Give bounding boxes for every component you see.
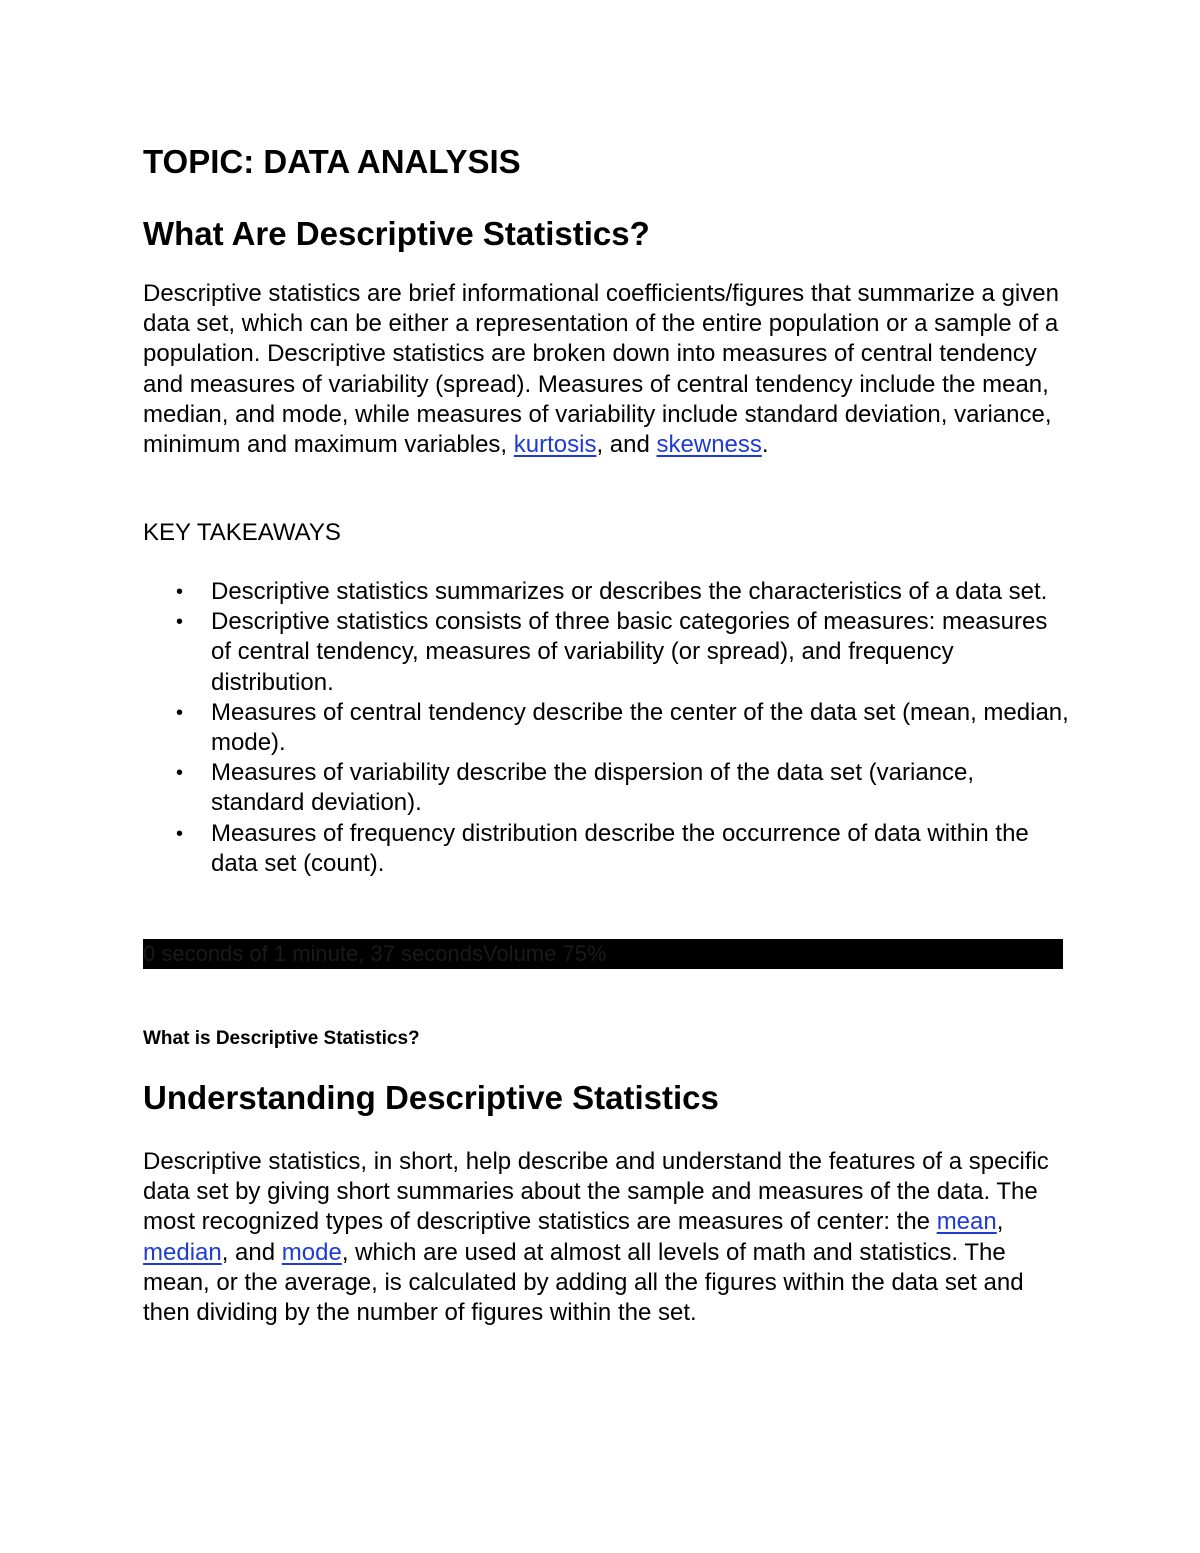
bullet-icon: • xyxy=(176,701,184,724)
video-player-bar[interactable] xyxy=(143,939,1063,969)
takeaway-text: Measures of variability describe the dispersion of the data set (variance, standard deviation). xyxy=(211,759,975,817)
separator-text: , xyxy=(996,1208,1004,1236)
mean-link[interactable]: mean xyxy=(936,1208,997,1236)
skewness-link[interactable]: skewness xyxy=(656,431,762,459)
topic-title: TOPIC: DATA ANALYSIS xyxy=(143,143,521,180)
section-heading-what-are-descriptive-statistics: What Are Descriptive Statistics? xyxy=(143,215,650,252)
bullet-icon: • xyxy=(176,822,184,845)
list-item xyxy=(176,819,1071,879)
intro-text: Descriptive statistics are brief informational coefficients/figures that summarize a given data set, which can be either a representation of the entire population or a sample of a population. Descriptive statistics are broken down into measures of central tendency and measures of variability (spread). Measures of central tendency include the mean, median, and mode, while measures of variability include standard deviation, variance, minimum and maximum variables, xyxy=(143,280,1059,459)
median-link[interactable]: median xyxy=(143,1238,222,1266)
takeaway-text: Descriptive statistics consists of three basic categories of measures: measures of central tendency, measures of variability (or spread), and frequency distribution. xyxy=(211,608,1048,696)
takeaway-text: Measures of frequency distribution describe the occurrence of data within the data set (count). xyxy=(211,819,1029,877)
list-item xyxy=(176,577,1071,607)
understanding-paragraph xyxy=(143,1147,1063,1328)
intro-paragraph xyxy=(143,279,1063,460)
bullet-icon: • xyxy=(176,762,184,785)
key-takeaways-list xyxy=(176,577,1071,879)
separator-text: , and xyxy=(221,1238,282,1266)
video-status-text: 0 seconds of 1 minute, 37 secondsVolume 75% xyxy=(143,941,607,966)
mode-link[interactable]: mode xyxy=(281,1238,342,1266)
list-item xyxy=(176,607,1071,698)
section-heading-understanding-descriptive-statistics: Understanding Descriptive Statistics xyxy=(143,1079,719,1116)
list-item xyxy=(176,758,1071,818)
intro-text-end: . xyxy=(761,431,769,459)
bullet-icon: • xyxy=(176,611,184,634)
takeaway-text: Measures of central tendency describe the center of the data set (mean, median, mode). xyxy=(211,698,1069,757)
key-takeaways-label: KEY TAKEAWAYS xyxy=(143,519,341,546)
kurtosis-link[interactable]: kurtosis xyxy=(513,431,597,459)
takeaway-text: Descriptive statistics summarizes or describes the characteristics of a data set. xyxy=(211,578,1048,605)
list-item xyxy=(176,698,1071,758)
video-caption: What is Descriptive Statistics? xyxy=(143,1028,420,1049)
understanding-text: Descriptive statistics, in short, help describe and understand the features of a specific data set by giving short summaries about the sample and measures of the data. The most recognized types of descriptive statistics are measures of center: the xyxy=(143,1148,1049,1236)
understanding-text-end: , which are used at almost all levels of math and statistics. The mean, or the average, is calculated by adding all the figures within the data set and then dividing by the number of figures within the set. xyxy=(143,1238,1024,1327)
intro-text-separator: , and xyxy=(596,431,657,459)
bullet-icon: • xyxy=(176,581,184,603)
